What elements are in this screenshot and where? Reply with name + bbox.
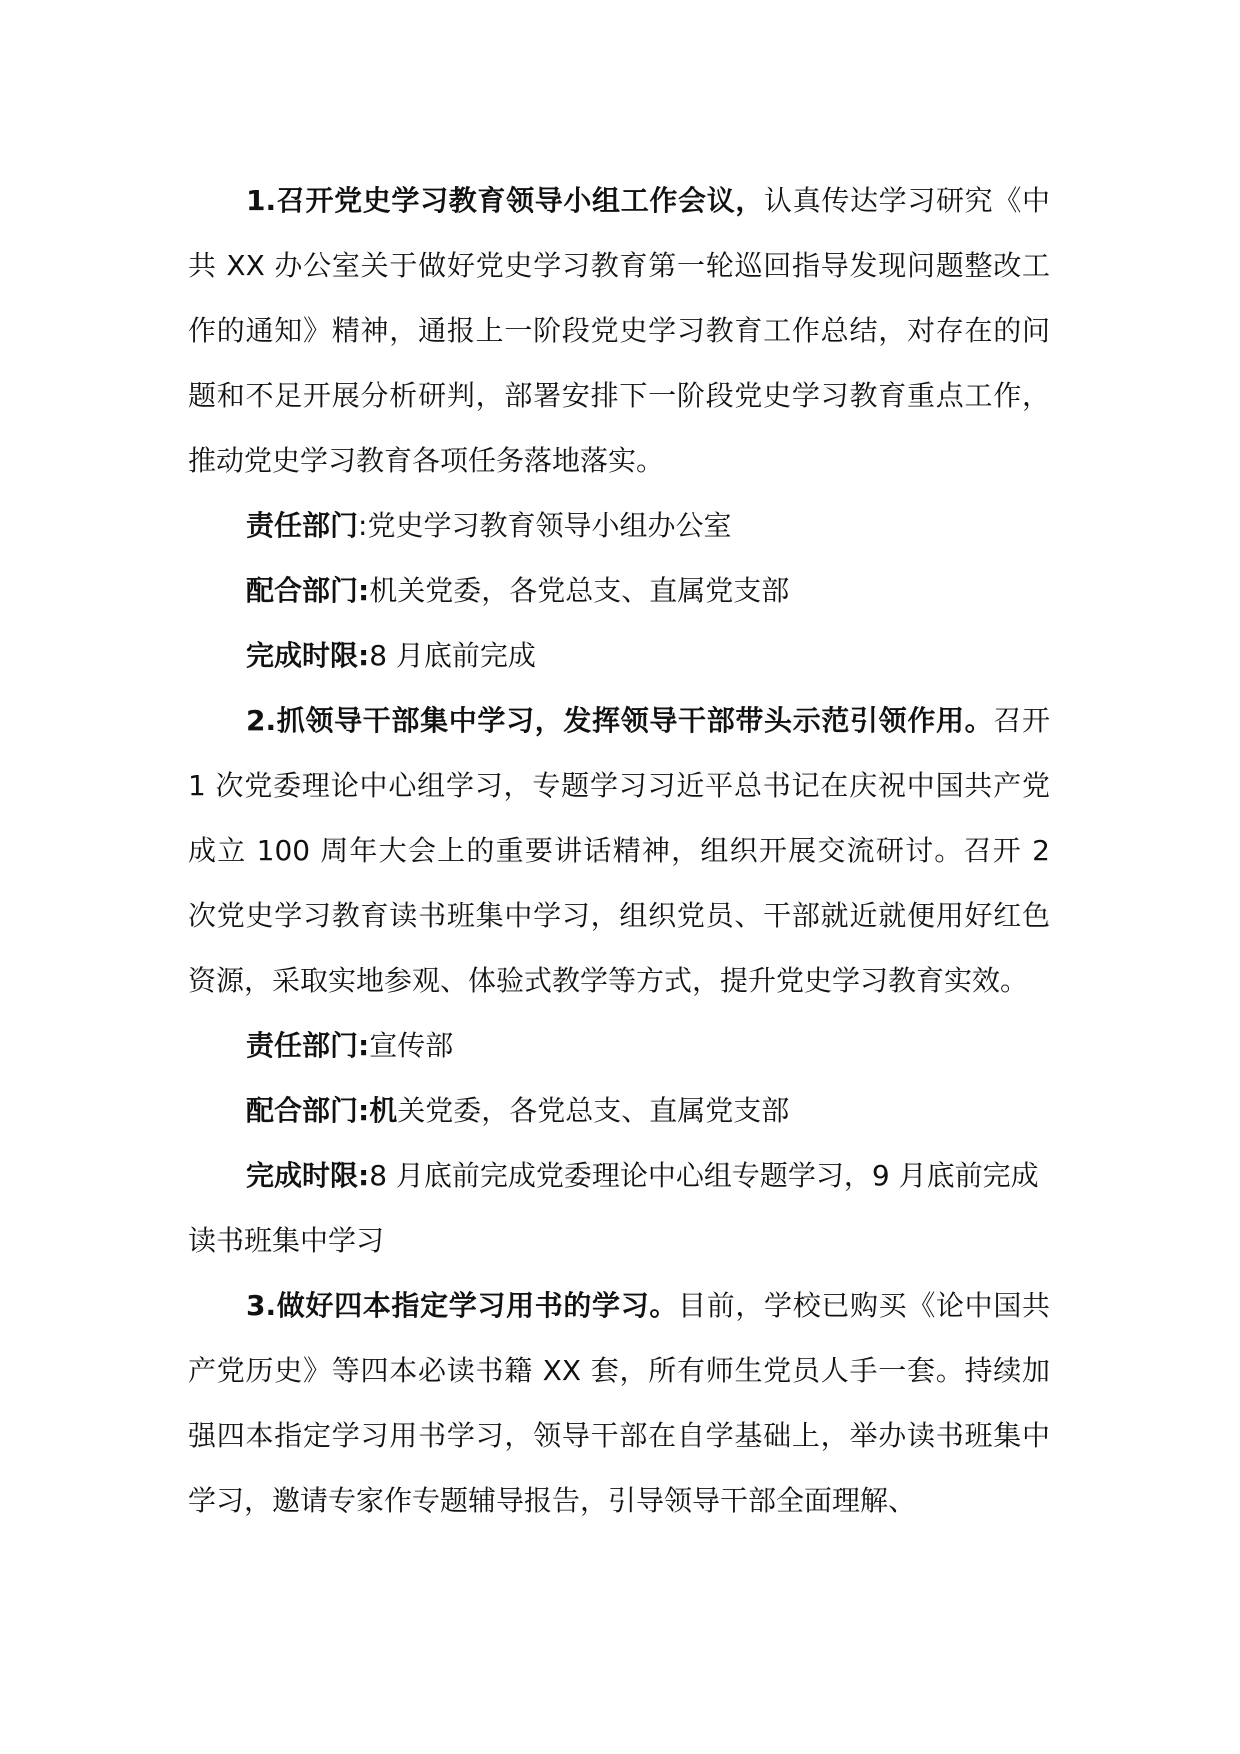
item-2-deadline	[188, 1143, 1050, 1273]
item-2-responsible-label: 责任部门:	[246, 1029, 370, 1062]
item-1-deadline-label: 完成时限:	[246, 639, 370, 672]
item-2-deadline-value: 8 月底前完成党委理论中心组专题学习，9 月底前完成读书班集中学习	[188, 1159, 1039, 1257]
item-1-responsible-label: 责任部门	[246, 509, 359, 542]
item-2-paragraph	[188, 688, 1050, 1013]
item-1-responsible	[188, 493, 1050, 558]
document-page	[188, 168, 1050, 1533]
item-1-body: 认真传达学习研究《中共 XX 办公室关于做好党史学习教育第一轮巡回指导发现问题整改工作的通知》精神，通报上一阶段党史学习教育工作总结，对存在的问题和不足开展分析研判，部署安排下一阶段党史学习教育重点工作，推动党史学习教育各项任务落地落实。	[188, 184, 1050, 477]
item-2-responsible	[188, 1013, 1050, 1078]
item-3-paragraph	[188, 1273, 1050, 1533]
item-3-body: 目前，学校已购买《论中国共产党历史》等四本必读书籍 XX 套，所有师生党员人手一套。持续加强四本指定学习用书学习，领导干部在自学基础上，举办读书班集中学习，邀请专家作专题辅导报告，引导领导干部全面理解、	[188, 1289, 1050, 1517]
item-1-title: 1.召开党史学习教育领导小组工作会议，	[246, 184, 765, 217]
item-2-cooperate-label: 配合部门:机	[246, 1094, 398, 1127]
item-3-title: 3.做好四本指定学习用书的学习。	[246, 1289, 679, 1322]
item-2-deadline-label: 完成时限:	[246, 1159, 370, 1192]
item-1-deadline	[188, 623, 1050, 688]
item-1-deadline-value: 8 月底前完成	[369, 639, 536, 672]
item-2-body: 召开 1 次党委理论中心组学习，专题学习习近平总书记在庆祝中国共产党成立 100 周年大会上的重要讲话精神，组织开展交流研讨。召开 2 次党史学习教育读书班集中学习，组织党员、干部就近就便用好红色资源，采取实地参观、体验式教学等方式，提升党史学习教育实效。	[188, 704, 1050, 997]
item-2-cooperate	[188, 1078, 1050, 1143]
item-2-responsible-value: 宣传部	[369, 1029, 454, 1062]
item-1-cooperate-label: 配合部门:	[246, 574, 370, 607]
item-1-cooperate	[188, 558, 1050, 623]
item-2-title: 2.抓领导干部集中学习，发挥领导干部带头示范引领作用。	[246, 704, 994, 737]
item-1-responsible-value: :党史学习教育领导小组办公室	[358, 509, 732, 542]
item-1-paragraph	[188, 168, 1050, 493]
item-1-cooperate-value: 机关党委，各党总支、直属党支部	[369, 574, 790, 607]
item-2-cooperate-value: 关党委，各党总支、直属党支部	[397, 1094, 790, 1127]
